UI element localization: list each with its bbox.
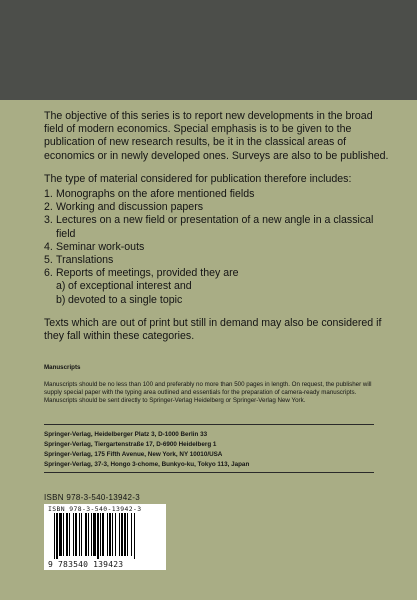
intro-paragraph: The objective of this series is to report new developments in the broad field of modern economics. Special emphasis is to be given to the publication of new research results, be it in the classical areas of economics or in newly developed ones. Surveys are also to be published. [44, 110, 389, 162]
closing-paragraph: Texts which are out of print but still in demand may also be considered if they fall within these categories. [44, 316, 382, 343]
barcode-bar [97, 513, 99, 559]
barcode-bar [81, 513, 82, 556]
top-color-band [0, 0, 417, 100]
manuscripts-body: Manuscripts should be no less than 100 and preferably no more than 500 pages in length. On request, the publisher will supply special paper with the typing area outlined and essentials for the preparation of camera-ready manuscripts. Manuscripts should be sent directly to Springer-Verlag Heidelberg or Springer-Verlag New York. [44, 381, 372, 404]
barcode [44, 504, 166, 570]
barcode-bar [102, 513, 104, 556]
list-item: a) of exceptional interest and [56, 280, 192, 293]
address-line: Springer-Verlag, 37-3, Hongo 3-chome, Bunkyo-ku, Tokyo 113, Japan [44, 461, 250, 468]
barcode-bar [109, 513, 111, 556]
list-item: 1. Monographs on the afore mentioned fields [44, 188, 255, 201]
barcode-bar [59, 513, 62, 556]
barcode-bar [54, 513, 55, 559]
barcode-bar [75, 513, 77, 556]
list-item: 2. Working and discussion papers [44, 201, 204, 214]
barcode-bar [107, 513, 108, 556]
subtypes-list [44, 280, 389, 306]
isbn-text: ISBN 978-3-540-13942-3 [44, 493, 140, 502]
barcode-number: 9 783540 139423 [48, 560, 124, 569]
barcode-bar [73, 513, 74, 556]
publisher-addresses [44, 430, 374, 470]
address-line: Springer-Verlag, 175 Fifth Avenue, New York, NY 10010/USA [44, 451, 223, 458]
barcode-bar [131, 513, 132, 556]
barcode-bar [91, 513, 92, 556]
list-item: b) devoted to a single topic [56, 293, 183, 306]
divider-top [44, 424, 374, 425]
barcode-bar [100, 513, 101, 556]
manuscripts-heading: Manuscripts [44, 364, 81, 371]
manuscripts-section [44, 364, 374, 405]
barcode-bar [66, 513, 68, 556]
address-line: Springer-Verlag, Heidelberger Platz 3, D-1000 Berlin 33 [44, 431, 208, 438]
barcode-bar [85, 513, 87, 556]
barcode-bar [112, 513, 113, 556]
barcode-bar [93, 513, 96, 556]
barcode-bar [121, 513, 123, 556]
barcode-isbn-text: ISBN 978-3-540-13942-3 [48, 505, 142, 513]
barcode-bar [119, 513, 120, 556]
barcode-bar [79, 513, 80, 556]
address-line: Springer-Verlag, Tiergartenstraße 17, D-6900 Heidelberg 1 [44, 441, 217, 448]
barcode-bar [88, 513, 89, 556]
barcode-bar [69, 513, 70, 556]
list-item: 6. Reports of meetings, provided they are [44, 267, 239, 280]
barcode-bar [124, 513, 126, 556]
list-item: 5. Translations [44, 254, 114, 267]
list-item: 4. Seminar work-outs [44, 240, 145, 253]
barcode-bar [63, 513, 64, 556]
types-intro: The type of material considered for publication therefore includes: [44, 172, 352, 185]
barcode-bars [54, 513, 158, 559]
barcode-bar [56, 513, 58, 559]
barcode-bar [134, 513, 135, 559]
series-description [44, 110, 389, 343]
barcode-bar [115, 513, 116, 556]
barcode-bar [127, 513, 128, 556]
list-item: 3. Lectures on a new field or presentation of a new angle in a classical field [44, 214, 374, 240]
types-list [44, 188, 389, 280]
divider-bottom [44, 472, 374, 473]
